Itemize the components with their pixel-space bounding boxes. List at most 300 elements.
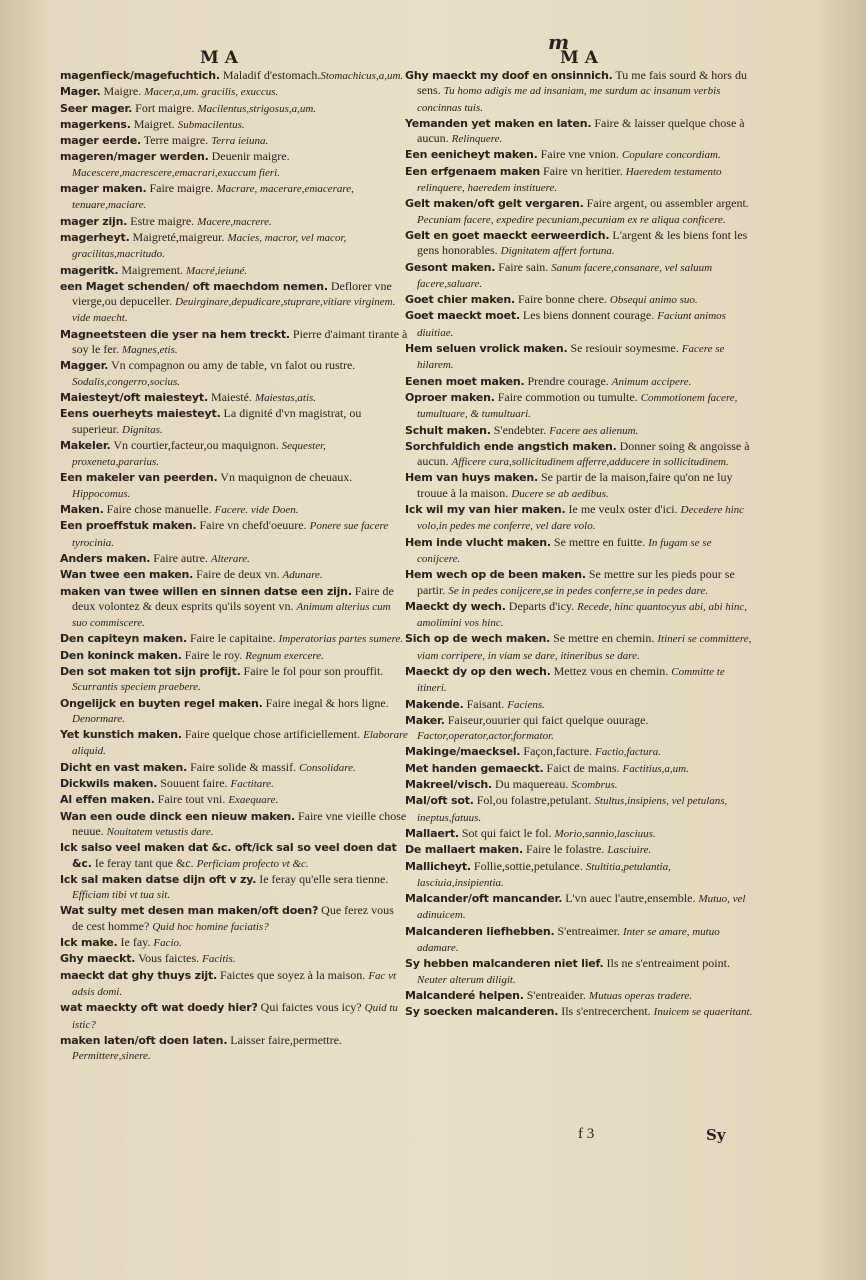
french-gloss: Se mettre sur les pieds pour se partir.: [417, 567, 735, 597]
headword: Goet chier maken.: [405, 293, 515, 307]
french-gloss: Façon,facture.: [520, 744, 596, 759]
latin-gloss: Scurrantis speciem praebere.: [72, 681, 201, 694]
headword: Yet kunstich maken.: [60, 728, 182, 742]
latin-gloss: Animum alterius cum suo commiscere.: [72, 600, 391, 630]
dictionary-entry: [60, 584, 408, 632]
latin-gloss: Decedere hinc volo,in pedes me conferre, vel dare volo.: [417, 504, 745, 533]
headword: Yemanden yet maken en laten.: [405, 116, 592, 130]
latin-gloss: Facere se hilarem.: [417, 343, 725, 372]
latin-gloss: Adunare.: [282, 569, 323, 582]
french-gloss: L'argent & les biens font les gens honorables.: [417, 227, 748, 258]
french-gloss: Laisser faire,permettre.: [227, 1032, 342, 1047]
headword: Seer mager.: [60, 101, 133, 115]
french-gloss: Fort maigre.: [132, 100, 198, 115]
left-column: [60, 68, 408, 1064]
dictionary-entry: [405, 697, 753, 713]
dictionary-entry: [405, 988, 753, 1004]
latin-gloss: Itineri se committere, viam corripere, in viam se dare, itineribus se dare.: [417, 633, 752, 662]
latin-gloss: Copulare concordiam.: [621, 149, 721, 162]
dictionary-entry: [405, 196, 753, 228]
latin-gloss: Factor,operator,actor,formator.: [417, 730, 554, 743]
headword: Wat sulty met desen man maken/oft doen?: [60, 904, 319, 918]
headword: Wan een oude dinck een nieuw maken.: [60, 809, 295, 823]
latin-gloss: Sodalis,congerro,socius.: [72, 375, 181, 388]
dictionary-entry: [405, 68, 753, 116]
dictionary-entry: [60, 648, 408, 664]
headword: mager zijn.: [60, 214, 128, 228]
dictionary-entry: [60, 951, 408, 967]
handwritten-letter: m: [548, 30, 570, 54]
latin-gloss: Macere,macrere.: [197, 215, 272, 228]
french-gloss: Faire vne vieille chose neuue.: [72, 808, 407, 838]
headword: wat maeckty oft wat doedy hier?: [60, 1001, 258, 1015]
french-gloss: Faire solide & massif.: [187, 759, 300, 774]
dictionary-entry: [60, 664, 408, 696]
latin-gloss: Factitare.: [230, 778, 274, 791]
headword: mageritk.: [60, 263, 119, 277]
latin-gloss: Elaborare aliquid.: [72, 729, 408, 758]
french-gloss: Faire & laisser quelque chose à aucun.: [417, 115, 745, 146]
headword: Den sot maken tot sijn profijt.: [60, 664, 241, 678]
french-gloss: Vn compagnon ou amy de table, vn falot ou rustre.: [108, 358, 356, 373]
headword: Oproer maken.: [405, 390, 495, 404]
french-gloss: Souuent faire.: [157, 776, 231, 791]
latin-gloss: Stultitia,petulantia, lasciuia,insipientia.: [417, 860, 671, 889]
french-gloss: Les biens donnent courage.: [519, 308, 658, 323]
latin-gloss: Inuicem se quaeritant.: [653, 1006, 753, 1019]
french-gloss: Sot qui faict le fol.: [458, 825, 555, 840]
headword: Gelt maken/oft gelt vergaren.: [405, 197, 584, 211]
dictionary-entry: [60, 133, 408, 149]
french-gloss: Faire chose manuelle.: [103, 502, 215, 517]
latin-gloss: Exaequare.: [228, 794, 279, 807]
headword: Eens ouerheyts maiesteyt.: [60, 407, 221, 421]
latin-gloss: Factitius,a,um.: [622, 762, 689, 775]
french-gloss: Que ferez vous de cest homme?: [72, 903, 394, 933]
dictionary-entry: [60, 327, 408, 359]
latin-gloss: Faciens.: [507, 698, 545, 711]
dictionary-entry: [405, 567, 753, 599]
french-gloss: S'endebter.: [490, 422, 550, 437]
header-left: M A: [200, 48, 238, 68]
latin-gloss: Facitis.: [202, 953, 236, 966]
headword: Dickwils maken.: [60, 777, 158, 791]
dictionary-entry: [405, 390, 753, 423]
dictionary-entry: [405, 164, 753, 197]
headword: Makreel/visch.: [405, 778, 493, 792]
headword: Hem van huys maken.: [405, 471, 538, 485]
french-gloss: Faire bonne chere.: [514, 292, 610, 307]
french-gloss: Faire vne vnion.: [537, 147, 622, 162]
french-gloss: Ie feray tant que &c.: [91, 855, 197, 870]
headword: Sy hebben malcanderen niet lief.: [405, 957, 604, 971]
latin-gloss: Submacilentus.: [177, 118, 245, 131]
headword: Mal/oft sot.: [405, 794, 474, 808]
dictionary-entry: [60, 263, 408, 279]
latin-gloss: Macies, macror, vel macor, gracilitas,macritudo.: [72, 231, 347, 261]
dictionary-entry: [405, 713, 753, 745]
french-gloss: L'vn auec l'autre,ensemble.: [562, 891, 699, 906]
headword: Ghy maeckt.: [60, 952, 136, 966]
french-gloss: Faictes que soyez à la maison.: [217, 967, 369, 982]
french-gloss: Faire argent, ou assembler argent.: [583, 196, 749, 211]
dictionary-entry: [405, 859, 753, 892]
latin-gloss: Factio,factura.: [595, 746, 662, 759]
dictionary-entry: [405, 439, 753, 471]
dictionary-entry: [405, 956, 753, 988]
dictionary-entry: [60, 438, 408, 471]
dictionary-entry: [405, 599, 753, 632]
latin-gloss: Se in pedes conijcere,se in pedes conferre,se in pedes dare.: [448, 584, 708, 597]
latin-gloss: In fugam se se conijcere.: [417, 536, 712, 565]
french-gloss: Ie feray qu'elle sera tienne.: [256, 871, 389, 886]
french-gloss: Se partir de la maison,faire qu'on ne luy trouue à la maison.: [417, 470, 733, 500]
headword: Maeckt dy wech.: [405, 599, 506, 613]
dictionary-entry: [60, 760, 408, 776]
dictionary-entry: [60, 149, 408, 181]
dictionary-entry: [405, 470, 753, 502]
dictionary-entry: [60, 840, 408, 872]
latin-gloss: Stomachicus,a,um.: [320, 70, 404, 82]
headword: Makende.: [405, 697, 464, 711]
headword: Hem wech op de been maken.: [405, 568, 586, 582]
latin-gloss: Tu homo adigis me ad insaniam, me surdum ac insanum verbis concinnas tuis.: [417, 85, 721, 114]
french-gloss: Pierre d'aimant tirante à soy le fer.: [72, 326, 408, 357]
french-gloss: Faire commotion ou tumulte.: [494, 389, 641, 404]
latin-gloss: Maiestas,atis.: [254, 391, 317, 404]
headword: Mager.: [60, 85, 101, 99]
dictionary-entry: [60, 792, 408, 808]
french-gloss: Ie me veulx oster d'ici.: [565, 502, 681, 517]
french-gloss: Maigrement.: [118, 262, 187, 277]
french-gloss: Faiseur,ouurier qui faict quelque ouurage.: [444, 712, 649, 727]
latin-gloss: Fac vt adsis domi.: [72, 969, 397, 998]
latin-gloss: Deuirginare,depudicare,stuprare,vitiare virginem. vide maecht.: [72, 296, 396, 325]
dictionary-entry: [405, 502, 753, 535]
headword: een Maget schenden/ oft maechdom nemen.: [60, 279, 328, 293]
dictionary-entry: [405, 423, 753, 439]
headword: maken van twee willen en sinnen datse een zijn.: [60, 584, 352, 598]
dictionary-entry: [405, 744, 753, 760]
dictionary-entry: [60, 872, 408, 904]
latin-gloss: Terra ieiuna.: [211, 135, 269, 148]
headword: De mallaert maken.: [405, 843, 524, 857]
french-gloss: Maigreté,maigreur.: [129, 229, 228, 244]
dictionary-entry: [60, 84, 408, 100]
french-gloss: Tu me fais sourd & hors du sens.: [417, 68, 747, 98]
latin-gloss: Ducere se ab aedibus.: [511, 487, 609, 500]
dictionary-entry: [405, 826, 753, 842]
headword: Malcanderé helpen.: [405, 988, 524, 1002]
latin-gloss: Dignitatem affert fortuna.: [500, 245, 615, 258]
french-gloss: Mettez vous en chemin.: [550, 663, 672, 678]
dictionary-entry: [60, 696, 408, 728]
latin-gloss: Regnum exercere.: [245, 649, 324, 662]
french-gloss: Faire vn heritier.: [540, 163, 626, 178]
dictionary-entry: [405, 842, 753, 858]
dictionary-entry: [60, 101, 408, 117]
latin-gloss: Permittere,sinere.: [72, 1050, 151, 1063]
headword: Een makeler van peerden.: [60, 471, 218, 485]
latin-gloss: Macré,ieiuné.: [186, 264, 248, 277]
french-gloss: Faire le fol pour son prouffit.: [240, 663, 384, 678]
dictionary-entry: [60, 279, 408, 327]
latin-gloss: Stultus,insipiens, vel petulans, ineptus,fatuus.: [417, 795, 728, 824]
headword: Gesont maken.: [405, 260, 496, 274]
french-gloss: Maiesté.: [207, 389, 255, 404]
french-gloss: Se mettre en chemin.: [550, 631, 658, 646]
latin-gloss: Neuter alterum diligit.: [417, 973, 516, 986]
headword: Mallicheyt.: [405, 859, 471, 873]
french-gloss: Ils ne s'entreaiment point.: [603, 956, 730, 971]
dictionary-entry: [405, 292, 753, 308]
headword: Met handen gemaeckt.: [405, 761, 544, 775]
right-column: [405, 68, 753, 1021]
french-gloss: Maladif d'estomach.: [219, 68, 321, 82]
headword: Een erfgenaem maken: [405, 164, 541, 178]
dictionary-entry: [405, 341, 753, 374]
latin-gloss: Dignitas.: [122, 423, 163, 436]
headword: magerkens.: [60, 117, 131, 131]
latin-gloss: Facere. vide Doen.: [214, 504, 299, 517]
headword: Goet maeckt moet.: [405, 309, 520, 323]
page-footer: [0, 1122, 866, 1152]
headword: Al effen maken.: [60, 793, 155, 807]
latin-gloss: Quid hoc homine faciatis?: [152, 920, 269, 933]
headword: Maiesteyt/oft maiesteyt.: [60, 390, 208, 404]
dictionary-entry: [60, 230, 408, 263]
dictionary-entry: [405, 147, 753, 163]
headword: Hem seluen vrolick maken.: [405, 342, 568, 356]
french-gloss: Faire de deux volontez & deux esprits qu'ils soyent vn.: [72, 583, 394, 613]
french-gloss: Ils s'entrecerchent.: [558, 1004, 654, 1019]
french-gloss: Faire de deux vn.: [193, 567, 283, 582]
french-gloss: Deflorer vne vierge,ou depuceller.: [72, 278, 392, 309]
headword: Anders maken.: [60, 551, 151, 565]
headword: Malcander/oft mancander.: [405, 892, 563, 906]
latin-gloss: Macescere,macrescere,emacrari,exuccum fieri.: [72, 166, 280, 179]
dictionary-entry: [60, 470, 408, 502]
french-gloss: Fol,ou folastre,petulant.: [473, 793, 595, 808]
catchword: Sy: [706, 1126, 726, 1144]
headword: mager maken.: [60, 182, 147, 196]
french-gloss: Se mettre en fuitte.: [550, 534, 649, 549]
french-gloss: Follie,sottie,petulance.: [470, 858, 586, 873]
dictionary-entry: [60, 358, 408, 390]
headword: Gelt en goet maeckt eerweerdich.: [405, 228, 610, 242]
french-gloss: Faire le capitaine.: [186, 631, 279, 646]
french-gloss: Deuenir maigre.: [208, 149, 290, 164]
headword: maeckt dat ghy thuys zijt.: [60, 968, 218, 982]
headword: Makinge/maecksel.: [405, 745, 521, 759]
headword: Een eenicheyt maken.: [405, 148, 538, 162]
latin-gloss: Facio.: [153, 937, 182, 950]
dictionary-entry: [60, 68, 408, 84]
latin-gloss: Facere aes alienum.: [549, 424, 639, 437]
headword: mageren/mager werden.: [60, 150, 209, 164]
latin-gloss: Mutuo, vel adinuicem.: [417, 893, 746, 922]
headword: maken laten/oft doen laten.: [60, 1033, 228, 1047]
dictionary-entry: [60, 567, 408, 583]
headword: mager eerde.: [60, 134, 141, 148]
latin-gloss: Perficiam profecto vt &c.: [196, 857, 309, 870]
french-gloss: Vn courtier,facteur,ou maquignon.: [110, 437, 282, 452]
latin-gloss: Recede, hinc quantocyus abi, abi hinc, amolimini vos hinc.: [417, 600, 747, 630]
dictionary-entry: [405, 891, 753, 924]
headword: Schult maken.: [405, 423, 491, 437]
latin-gloss: Lasciuire.: [607, 844, 652, 857]
latin-gloss: Mutuas operas tradere.: [588, 989, 693, 1002]
latin-gloss: Quid tu istic?: [72, 1002, 398, 1031]
signature-mark: f 3: [578, 1126, 595, 1142]
headword: Sy soecken malcanderen.: [405, 1005, 559, 1019]
headword: Ghy maeckt my doof en onsinnich.: [405, 69, 613, 82]
dictionary-entry: [405, 664, 753, 697]
dictionary-entry: [405, 308, 753, 341]
headword: Ick salso veel maken dat &c. oft/ick sal so veel doen dat &c.: [60, 841, 397, 870]
french-gloss: Faire inegal & hors ligne.: [262, 695, 389, 710]
dictionary-entry: [60, 1033, 408, 1065]
headword: Dicht en vast maken.: [60, 760, 188, 774]
latin-gloss: Haeredem testamento relinquere, haeredem instituere.: [417, 165, 722, 195]
dictionary-entry: [60, 935, 408, 951]
french-gloss: Faire vn chefd'oeuure.: [196, 518, 310, 533]
latin-gloss: Magnes,etis.: [122, 344, 178, 357]
dictionary-entry: [60, 809, 408, 841]
headword: Den capiteyn maken.: [60, 632, 187, 646]
french-gloss: Departs d'icy.: [505, 598, 578, 613]
latin-gloss: Animum accipere.: [611, 375, 692, 388]
latin-gloss: Nouitatem vetustis dare.: [106, 825, 214, 838]
headword: Eenen moet maken.: [405, 374, 525, 388]
dictionary-entry: [405, 761, 753, 777]
dictionary-entry: [405, 260, 753, 293]
latin-gloss: Sanum facere,consanare, vel saluum facere,saluare.: [417, 261, 713, 290]
dictionary-entry: [60, 727, 408, 760]
french-gloss: Se resiouir soymesme.: [567, 341, 682, 356]
dictionary-entry: [405, 793, 753, 826]
headword: Den koninck maken.: [60, 648, 182, 662]
headword: Maken.: [60, 503, 104, 517]
headword: Ick wil my van hier maken.: [405, 503, 566, 517]
dictionary-entry: [60, 390, 408, 406]
headword: Makeler.: [60, 438, 111, 452]
latin-gloss: Scombrus.: [571, 779, 618, 792]
dictionary-entry: [60, 406, 408, 438]
latin-gloss: Relinquere.: [451, 133, 503, 146]
latin-gloss: Denormare.: [72, 712, 126, 725]
headword: Sorchfuldich ende angstich maken.: [405, 439, 617, 453]
headword: Magger.: [60, 359, 109, 373]
headword: Maker.: [405, 713, 445, 727]
dictionary-entry: [60, 903, 408, 935]
dictionary-entry: [60, 181, 408, 214]
french-gloss: S'entreaider.: [523, 987, 589, 1002]
latin-gloss: Macer,a,um. gracilis, exuccus.: [144, 86, 279, 99]
headword: Ongelijck en buyten regel maken.: [60, 696, 263, 710]
dictionary-entry: [60, 214, 408, 230]
dictionary-entry: [405, 228, 753, 260]
dictionary-entry: [405, 1004, 753, 1020]
french-gloss: Ie fay.: [117, 935, 154, 950]
french-gloss: Qui faictes vous icy?: [257, 1000, 365, 1015]
french-gloss: Faire sain.: [495, 259, 552, 274]
french-gloss: Maigret.: [130, 116, 178, 131]
latin-gloss: Imperatorias partes sumere.: [278, 633, 404, 646]
headword: Magneetsteen die yser na hem treckt.: [60, 327, 290, 341]
latin-gloss: Faciunt animos diuitiae.: [417, 310, 726, 339]
dictionary-entry: [405, 924, 753, 957]
headword: Sich op de wech maken.: [405, 632, 551, 646]
latin-gloss: Sequester, proxeneta,pararius.: [72, 439, 326, 469]
dictionary-entry: [60, 776, 408, 792]
latin-gloss: Macilentus,strigosus,a,um.: [197, 102, 317, 115]
header-right: M A: [560, 48, 598, 68]
french-gloss: Donner soing & angoisse à aucun.: [417, 438, 750, 469]
french-gloss: Faire le roy.: [181, 647, 246, 662]
dictionary-entry: [60, 518, 408, 551]
latin-gloss: Afficere cura,sollicitudinem afferre,adducere in sollicitudinem.: [451, 456, 729, 469]
latin-gloss: Ponere sue facere tyrocinia.: [72, 520, 389, 549]
latin-gloss: Efficiam tibi vt tua sit.: [72, 889, 171, 902]
french-gloss: Vous faictes.: [135, 951, 203, 966]
headword: Malcanderen liefhebben.: [405, 924, 555, 938]
headword: Hem inde vlucht maken.: [405, 535, 551, 549]
latin-gloss: Hippocomus.: [72, 487, 131, 500]
french-gloss: La dignité d'vn magistrat, ou superieur.: [72, 406, 362, 436]
headword: Wan twee een maken.: [60, 568, 194, 582]
dictionary-entry: [60, 117, 408, 133]
french-gloss: Faire autre.: [150, 550, 211, 565]
dictionary-entry: [60, 551, 408, 567]
dictionary-entry: [60, 631, 408, 647]
french-gloss: Du maquereau.: [492, 777, 572, 792]
latin-gloss: Consolidare.: [299, 761, 356, 774]
french-gloss: Faire maigre.: [146, 181, 217, 196]
latin-gloss: Obsequi animo suo.: [609, 294, 698, 307]
dictionary-entry: [405, 374, 753, 390]
french-gloss: Faire le folastre.: [523, 842, 608, 857]
french-gloss: Vn maquignon de cheuaux.: [217, 470, 353, 485]
headword: magerheyt.: [60, 230, 130, 244]
french-gloss: Faire quelque chose artificiellement.: [181, 727, 364, 742]
french-gloss: Faire tout vni.: [154, 792, 229, 807]
french-gloss: Prendre courage.: [524, 373, 612, 388]
dictionary-entry: [60, 502, 408, 518]
headword: Een proeffstuk maken.: [60, 519, 197, 533]
headword: magenfieck/magefuchtich.: [60, 69, 220, 82]
dictionary-entry: [405, 535, 753, 568]
dictionary-entry: [60, 968, 408, 1001]
latin-gloss: Inter se amare, mutuo adamare.: [417, 925, 720, 955]
dictionary-entry: [60, 1000, 408, 1033]
latin-gloss: Pecuniam facere, expedire pecuniam,pecuniam ex re aliqua conficere.: [417, 213, 726, 226]
headword: Maeckt dy op den wech.: [405, 664, 551, 678]
french-gloss: S'entreaimer.: [554, 923, 623, 938]
french-gloss: Maigre.: [100, 84, 145, 99]
dictionary-entry: [405, 631, 753, 664]
french-gloss: Estre maigre.: [127, 213, 198, 228]
french-gloss: Faict de mains.: [543, 760, 623, 775]
latin-gloss: Morio,sannio,lasciuus.: [554, 827, 656, 840]
latin-gloss: Alterare.: [210, 552, 250, 565]
french-gloss: Faisant.: [463, 696, 508, 711]
headword: Ick sal maken datse dijn oft v zy.: [60, 872, 257, 886]
latin-gloss: Commotionem facere, tumultuare, & tumultuari.: [417, 391, 738, 421]
headword: Mallaert.: [405, 826, 459, 840]
headword: Ick make.: [60, 936, 118, 950]
dictionary-entry: [405, 116, 753, 148]
